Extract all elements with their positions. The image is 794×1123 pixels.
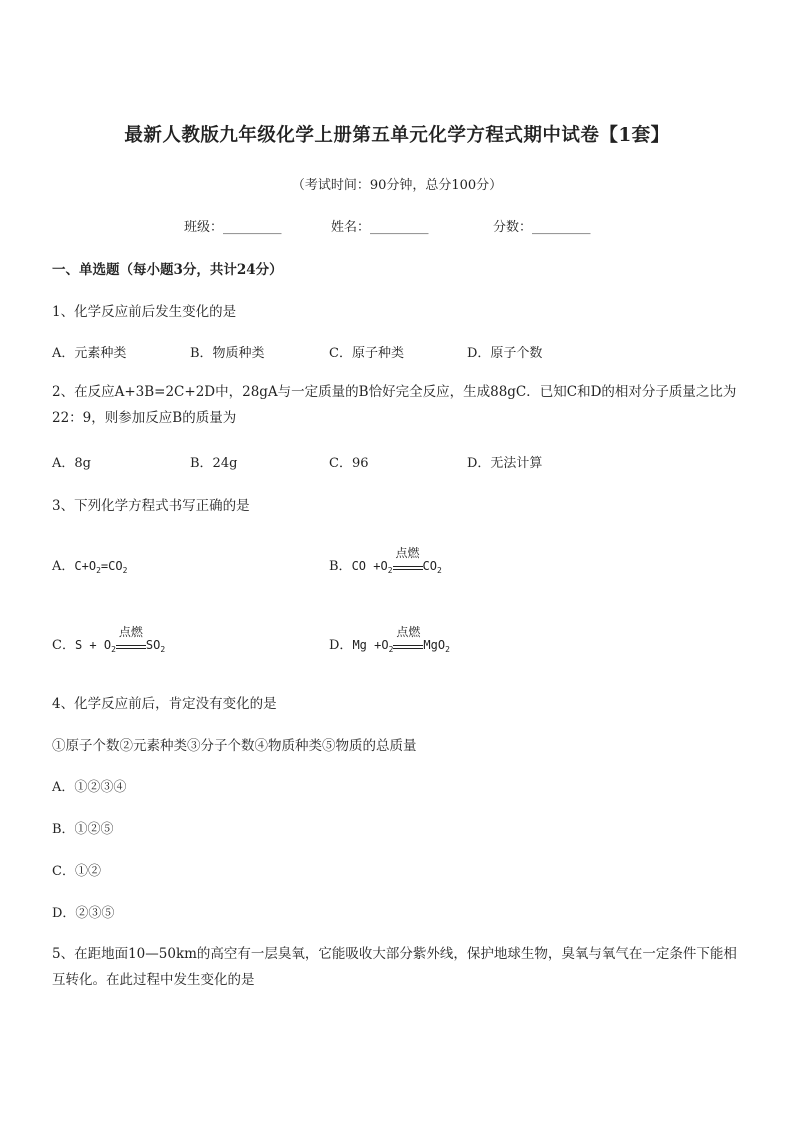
q2-option-a: A．8g [52, 456, 91, 471]
reaction-condition: 点燃 [393, 560, 423, 574]
q2-option-c: C．96 [329, 456, 369, 471]
q3-b-label: B． [329, 559, 352, 574]
q3-d-formula: $Mg +O_2$ 点燃 MgO$_2$ [352, 624, 450, 654]
q2-option-d: D．无法计算 [467, 456, 543, 471]
question-3: 3、下列化学方程式书写正确的是 [52, 498, 250, 514]
q4-option-d: D．②③⑤ [52, 906, 115, 921]
class-field: 班级：_________ [184, 220, 282, 235]
score-field: 分数：_________ [493, 220, 591, 235]
name-field: 姓名：_________ [331, 220, 429, 235]
question-1: 1、化学反应前后发生变化的是 [52, 304, 237, 320]
q3-b-formula: CO $+O_2$ 点燃 $CO_2$ [351, 545, 442, 575]
q3-a-formula: $C+O_2=CO_2$ [74, 559, 128, 575]
q4-option-b: B．①②⑤ [52, 822, 114, 837]
q1-option-d: D．原子个数 [467, 346, 543, 361]
q4-items: ①原子个数②元素种类③分子个数④物质种类⑤物质的总质量 [52, 738, 417, 754]
question-4: 4、化学反应前后，肯定没有变化的是 [52, 696, 277, 712]
q1-option-a: A．元素种类 [52, 346, 127, 361]
q3-c-formula: $S + O_2$ 点燃 $SO_2$ [74, 624, 166, 654]
exam-subtitle: （考试时间：90分钟，总分100分） [291, 178, 503, 193]
exam-title: 最新人教版九年级化学上册第五单元化学方程式期中试卷【1套】 [124, 125, 670, 146]
q2-option-b: B．24g [190, 456, 238, 471]
q3-option-c [52, 624, 166, 654]
q3-d-label: D． [329, 638, 353, 653]
q3-option-a [52, 555, 127, 575]
q4-option-a: A．①②③④ [52, 780, 127, 795]
q1-option-b: B．物质种类 [190, 346, 265, 361]
q3-c-label: C． [52, 638, 75, 653]
q4-option-c: C．①② [52, 864, 101, 879]
reaction-condition: 点燃 [393, 639, 423, 653]
q1-option-c: C．原子种类 [329, 346, 404, 361]
section-heading: 一、单选题（每小题3分，共计24分） [52, 262, 283, 278]
q3-option-b [329, 545, 442, 575]
q3-a-label: A． [52, 559, 75, 574]
reaction-condition: 点燃 [116, 639, 146, 653]
question-2: 2、在反应A+3B=2C+2D中，28gA与一定质量的B恰好完全反应，生成88gC．已知C和D的相对分子质量之比为22：9，则参加反应B的质量为 [52, 384, 737, 426]
q3-option-d [329, 624, 450, 654]
question-5: 5、在距地面10—50km的高空有一层臭氧，它能吸收大部分紫外线，保护地球生物，臭氧与氧气在一定条件下能相互转化。在此过程中发生变化的是 [52, 946, 737, 988]
